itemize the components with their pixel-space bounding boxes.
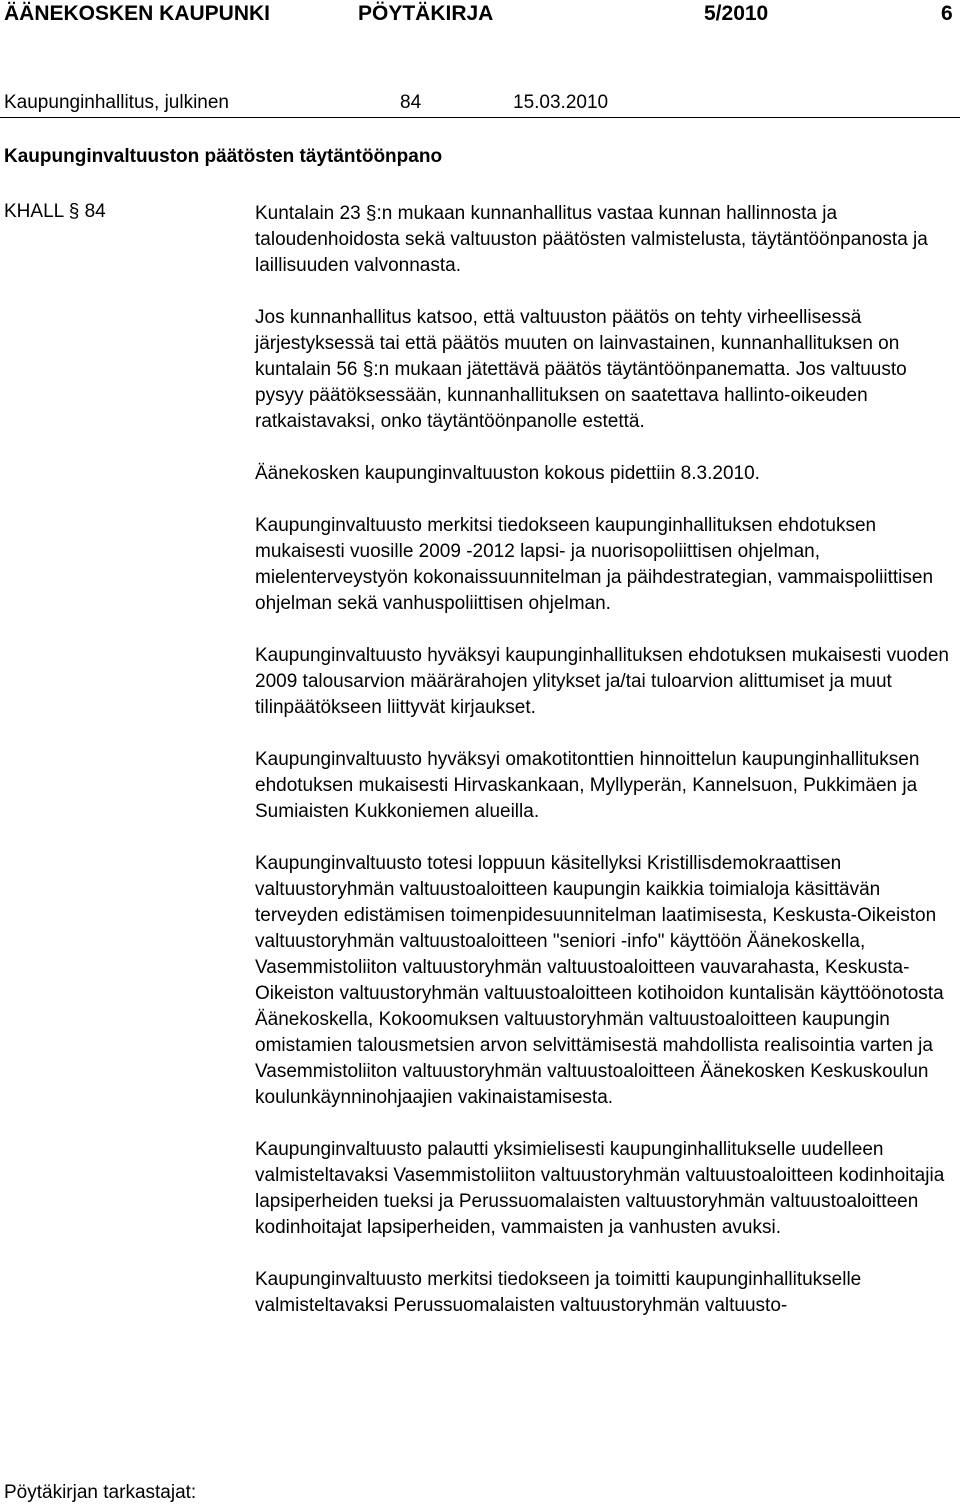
page-number: 6 [941, 2, 953, 25]
section-reference: KHALL § 84 [4, 201, 106, 222]
paragraph: Kaupunginvaltuusto palautti yksimielisesti kaupunginhallitukselle uudelleen valmisteltavaksi Vasemmistoliiton valtuustoryhmän valtuustoaloitteen kodinhoitajia lapsiperheiden tueksi ja Perussuomalaisten valtuustoryhmän valtuustoaloitteen kodinhoitajat lapsiperheiden, vammaisten ja vanhusten avuksi. [255, 1139, 945, 1238]
paragraph: Kaupunginvaltuusto merkitsi tiedokseen kaupunginhallituksen ehdotuksen mukaisesti vuosille 2009 -2012 lapsi- ja nuorisopoliittisen ohjelman, mielenterveystyön kokonaissuunnitelman ja päihdestrategian, vammaispoliittisen ohjelman sekä vanhuspoliittisen ohjelman. [255, 515, 934, 614]
section-title: Kaupunginvaltuuston päätösten täytäntöönpano [4, 146, 443, 167]
paragraph: Kaupunginvaltuusto merkitsi tiedokseen ja toimitti kaupunginhallitukselle valmisteltavaksi Perussuomalaisten valtuustoryhmän valtuusto- [255, 1269, 862, 1316]
organization-name: ÄÄNEKOSKEN KAUPUNKI [4, 2, 271, 25]
header-divider [0, 117, 960, 118]
minutes-body [255, 201, 955, 1345]
footer-inspectors-label: Pöytäkirjan tarkastajat: [4, 1482, 197, 1503]
meeting-number: 5/2010 [704, 2, 769, 25]
document-type: PÖYTÄKIRJA [358, 2, 494, 25]
committee-name: Kaupunginhallitus, julkinen [4, 92, 229, 113]
paragraph: Kuntalain 23 §:n mukaan kunnanhallitus vastaa kunnan hallinnosta ja taloudenhoidosta sekä valtuuston päätösten valmistelusta, täytäntöönpanosta ja laillisuuden valvonnasta. [255, 203, 928, 276]
paragraph: Kaupunginvaltuusto totesi loppuun käsitellyksi Kristillisdemokraattisen valtuustoryhmän valtuustoaloitteen kaupungin kaikkia toimialoja käsittävän terveyden edistämisen toimenpidesuunnitelman laatimisesta, Keskusta-Oikeiston valtuustoryhmän valtuustoaloitteen "seniori -info" käyttöön Äänekoskella, Vasemmistoliiton valtuustoryhmän valtuustoaloitteen vauvarahasta, Keskusta-Oikeiston valtuustoryhmän valtuustoaloitteen kotihoidon kuntalisän käyttöönotosta Äänekoskella, Kokoomuksen valtuustoryhmän valtuustoaloitteen kaupungin omistamien talousmetsien arvon selvittämisestä mahdollista realisointia varten ja Vasemmistoliiton valtuustoryhmän valtuustoaloitteen Äänekosken Keskuskoulun koulunkäynninohjaajien vakinaistamisesta. [255, 853, 944, 1108]
paragraph: Kaupunginvaltuusto hyväksyi kaupunginhallituksen ehdotuksen mukaisesti vuoden 2009 talousarvion määrärahojen ylitykset ja/tai tuloarvion alittumiset ja muut tilinpäätökseen liittyvät kirjaukset. [255, 645, 949, 718]
paragraph: Kaupunginvaltuusto hyväksyi omakotitonttien hinnoittelun kaupunginhallituksen ehdotuksen mukaisesti Hirvaskankaan, Myllyperän, Kannelsuon, Pukkimäen ja Sumiaisten Kukkoniemen alueilla. [255, 749, 920, 822]
paragraph: Jos kunnanhallitus katsoo, että valtuuston päätös on tehty virheellisessä järjestyksessä tai että päätös muuten on lainvastainen, kunnanhallituksen on kuntalain 56 §:n mukaan jätettävä päätös täytäntöönpanematta. Jos valtuusto pysyy päätöksessään, kunnanhallituksen on saatettava hallinto-oikeuden ratkaistavaksi, onko täytäntöönpanolle estettä. [255, 307, 907, 432]
section-number: 84 [400, 92, 422, 113]
meeting-date: 15.03.2010 [513, 92, 609, 113]
paragraph: Äänekosken kaupunginvaltuuston kokous pidettiin 8.3.2010. [255, 463, 760, 484]
